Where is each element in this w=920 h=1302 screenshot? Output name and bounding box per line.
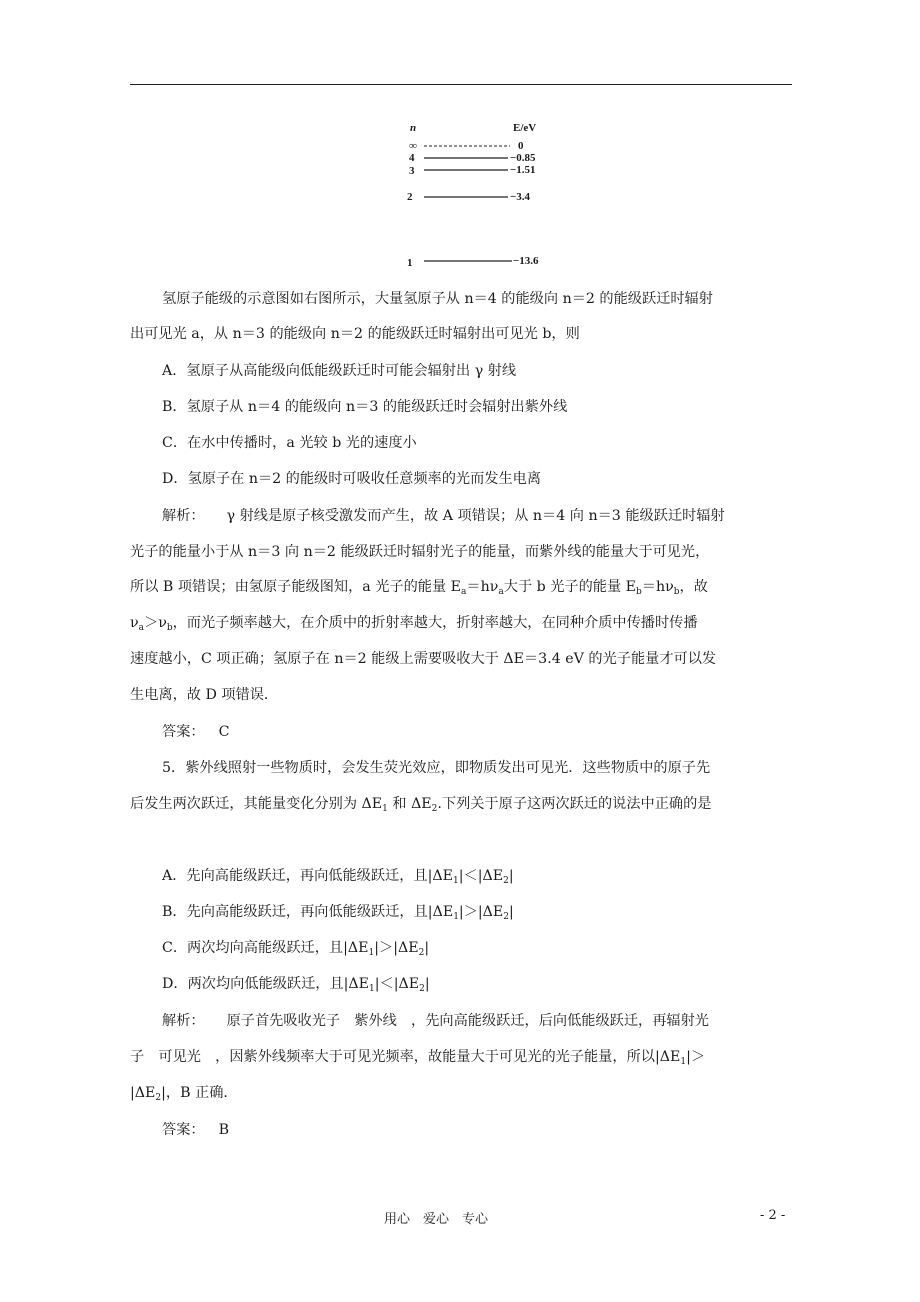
level-2-energy: −3.4 [510,191,531,203]
q5-option-c: C．两次均向高能级跃迁，且$|\Delta E_1|>|\Delta E_2|$ [162,940,430,958]
q5-answer [130,1120,824,1140]
q5-analysis-line1 [130,1011,824,1031]
q4-analysis-line4: $\nu_a>\nu_b$，而光子频率越大，在介质中的折射率越大，折射率越大，在同种介质中传播时传播 [130,615,698,633]
level-inf-n: ∞ [409,140,417,152]
q4-analysis-line6: 生电离，故 D 项错误． [130,687,279,703]
level-4-energy: −0.85 [510,152,536,164]
q4-option-d: D．氢原子在 n＝2 的能级时可吸收任意频率的光而发生电离 [162,471,542,487]
q4-stem-line2: 出可见光 a，从 n＝3 的能级向 n＝2 的能级跃迁时辐射出可见光 b，则 [130,326,580,342]
n-axis-label: n [410,122,417,134]
q5-analysis-text1: 原子首先吸收光子 紫外线 ，先向高能级跃迁，后向低能级跃迁，再辐射光 [226,1013,709,1029]
q4-option-a: A．氢原子从高能级向低能级跃迁时可能会辐射出 γ 射线 [162,363,517,379]
q4-answer [130,722,824,742]
q5-option-a: A．先向高能级跃迁，再向低能级跃迁，且$|\Delta E_1|<|\Delta E_2|$ [162,868,514,886]
level-3-energy: −1.51 [510,164,536,176]
q5-analysis-line3: $|\Delta E_2|$，B 正确． [130,1085,238,1103]
header-rule [130,84,792,85]
energy-axis-label: E/eV [513,122,537,134]
q4-analysis-line3: 所以 B 项错误；由氢原子能级图知，a 光子的能量 $E_a=h\nu_a$大于 b 光子的能量 $E_b=h\nu_b$，故 [130,579,708,597]
q4-analysis-line2: 光子的能量小于从 n＝3 向 n＝2 能级跃迁时辐射光子的能量，而紫外线的能量大于可见光， [130,544,710,560]
energy-level-diagram [400,118,570,278]
level-1-energy: −13.6 [513,255,539,267]
q5-analysis-line2: 子 可见光 ，因紫外线频率大于可见光频率，故能量大于可见光的光子能量，所以$|\Delta E_1|>$ [130,1049,706,1067]
level-3-n: 3 [409,165,415,177]
q5-analysis-label: 解析： [162,1013,205,1029]
q5-stem-line1: 5．紫外线照射一些物质时，会发生荧光效应，即物质发出可见光．这些物质中的原子先 [162,760,711,776]
q4-stem-line1: 氢原子能级的示意图如右图所示，大量氢原子从 n＝4 的能级向 n＝2 的能级跃迁时辐射 [162,291,713,307]
q4-option-b: B．氢原子从 n＝4 的能级向 n＝3 的能级跃迁时会辐射出紫外线 [162,399,568,415]
q4-analysis-label: 解析： [162,508,205,524]
q4-analysis-line5: 速度越小，C 项正确；氢原子在 n＝2 能级上需要吸收大于 ΔE＝3.4 eV 的光子能量才可以发 [130,651,717,667]
q4-answer-value: C [218,724,230,740]
level-inf-energy: 0 [518,140,524,152]
level-1-n: 1 [407,257,413,269]
q5-option-b: B．先向高能级跃迁，再向低能级跃迁，且$|\Delta E_1|>|\Delta E_2|$ [162,904,514,922]
q5-option-d: D．两次均向低能级跃迁，且$|\Delta E_1|<|\Delta E_2|$ [162,976,430,994]
q5-answer-value: B [218,1122,230,1138]
q5-stem-line2: 后发生两次跃迁，其能量变化分别为 $\Delta E_1$ 和 $\Delta E_2$.下列关于原子这两次跃迁的说法中正确的是 [130,796,712,814]
q4-option-c: C．在水中传播时，a 光较 b 光的速度小 [162,435,417,451]
level-4-n: 4 [409,152,415,164]
q4-analysis-line1 [130,506,824,526]
q4-answer-label: 答案： [162,724,205,740]
footer-slogan: 用心 爱心 专心 [384,1212,489,1227]
q4-analysis-text1: γ 射线是原子核受激发而产生，故 A 项错误；从 n＝4 向 n＝3 能级跃迁时辐射 [226,508,725,524]
level-2-n: 2 [407,191,413,203]
page-number: - 2 - [760,1208,786,1223]
q5-answer-label: 答案： [162,1122,205,1138]
